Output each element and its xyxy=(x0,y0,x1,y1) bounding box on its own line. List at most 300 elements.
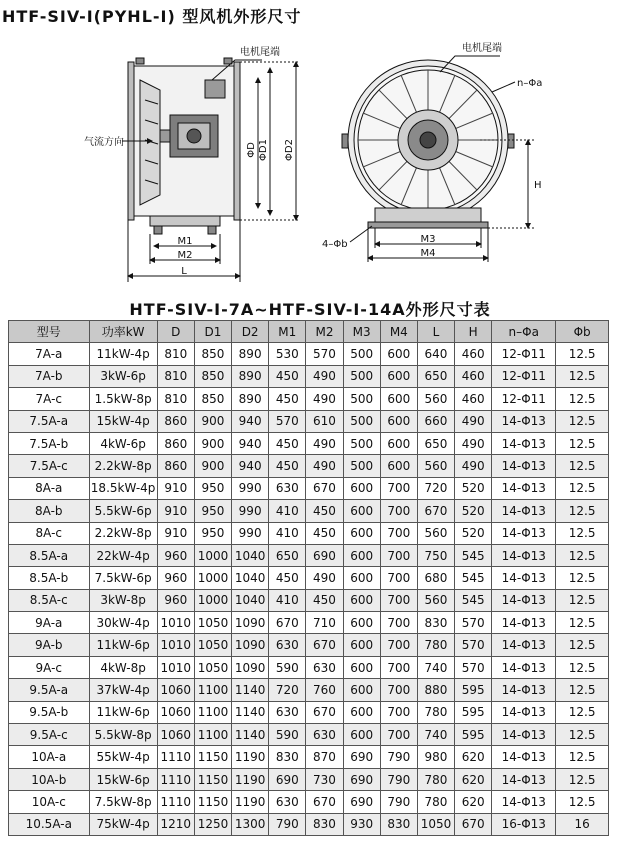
table-cell: 1140 xyxy=(232,724,269,746)
table-cell: 490 xyxy=(306,567,343,589)
table-cell: 630 xyxy=(306,724,343,746)
table-cell: 490 xyxy=(455,410,492,432)
table-cell: 490 xyxy=(455,455,492,477)
dim-m4: M4 xyxy=(420,248,436,259)
table-cell: 520 xyxy=(455,522,492,544)
table-row xyxy=(9,612,609,634)
table-row xyxy=(9,455,609,477)
dim-4-phi-b: 4–Φb xyxy=(322,239,348,250)
table-cell: 600 xyxy=(380,343,417,365)
column-header: n–Φa xyxy=(492,321,556,343)
table-cell: 14-Φ13 xyxy=(492,522,556,544)
table-cell: 850 xyxy=(194,388,231,410)
table-cell: 960 xyxy=(157,567,194,589)
table-row xyxy=(9,365,609,387)
table-cell: 600 xyxy=(343,589,380,611)
table-cell: 910 xyxy=(157,522,194,544)
table-cell: 680 xyxy=(417,567,454,589)
table-cell: 3kW-8p xyxy=(89,589,157,611)
table-cell: 1040 xyxy=(232,567,269,589)
table-cell: 9.5A-c xyxy=(9,724,90,746)
table-cell: 790 xyxy=(380,768,417,790)
table-cell: 830 xyxy=(380,813,417,835)
column-header: M1 xyxy=(269,321,306,343)
table-cell: 14-Φ13 xyxy=(492,544,556,566)
table-row xyxy=(9,791,609,813)
table-cell: 14-Φ13 xyxy=(492,410,556,432)
table-cell: 1060 xyxy=(157,701,194,723)
table-cell: 1060 xyxy=(157,679,194,701)
table-cell: 670 xyxy=(306,701,343,723)
column-header: 功率kW xyxy=(89,321,157,343)
table-cell: 1050 xyxy=(194,656,231,678)
table-cell: 8.5A-b xyxy=(9,567,90,589)
table-cell: 600 xyxy=(380,455,417,477)
table-cell: 570 xyxy=(306,343,343,365)
table-cell: 410 xyxy=(269,522,306,544)
table-cell: 1000 xyxy=(194,567,231,589)
table-cell: 670 xyxy=(269,612,306,634)
dim-phi-d: ΦD xyxy=(246,142,257,158)
table-cell: 780 xyxy=(417,791,454,813)
table-cell: 850 xyxy=(194,343,231,365)
table-cell: 700 xyxy=(380,612,417,634)
table-cell: 950 xyxy=(194,477,231,499)
table-cell: 1110 xyxy=(157,791,194,813)
airflow-label: 气流方向 xyxy=(84,137,124,148)
table-cell: 12-Φ11 xyxy=(492,365,556,387)
table-cell: 545 xyxy=(455,589,492,611)
side-view xyxy=(122,58,300,282)
table-cell: 9A-c xyxy=(9,656,90,678)
table-cell: 11kW-4p xyxy=(89,343,157,365)
table-cell: 780 xyxy=(417,701,454,723)
table-cell: 14-Φ13 xyxy=(492,746,556,768)
table-cell: 570 xyxy=(455,656,492,678)
table-cell: 590 xyxy=(269,724,306,746)
table-cell: 890 xyxy=(232,365,269,387)
table-cell: 600 xyxy=(343,612,380,634)
table-cell: 690 xyxy=(343,791,380,813)
table-row xyxy=(9,679,609,701)
table-cell: 450 xyxy=(306,522,343,544)
table-cell: 730 xyxy=(306,768,343,790)
table-cell: 880 xyxy=(417,679,454,701)
table-cell: 8.5A-a xyxy=(9,544,90,566)
table-cell: 1090 xyxy=(232,656,269,678)
table-cell: 12.5 xyxy=(556,544,609,566)
table-row xyxy=(9,724,609,746)
table-cell: 790 xyxy=(269,813,306,835)
table-cell: 12.5 xyxy=(556,477,609,499)
table-cell: 1140 xyxy=(232,679,269,701)
table-cell: 450 xyxy=(269,567,306,589)
table-cell: 14-Φ13 xyxy=(492,768,556,790)
table-cell: 18.5kW-4p xyxy=(89,477,157,499)
table-cell: 660 xyxy=(417,410,454,432)
table-cell: 14-Φ13 xyxy=(492,791,556,813)
table-cell: 790 xyxy=(380,791,417,813)
table-cell: 14-Φ13 xyxy=(492,634,556,656)
table-cell: 14-Φ13 xyxy=(492,656,556,678)
table-cell: 1050 xyxy=(417,813,454,835)
table-body xyxy=(9,343,609,836)
table-cell: 8A-a xyxy=(9,477,90,499)
table-cell: 780 xyxy=(417,768,454,790)
table-cell: 1040 xyxy=(232,544,269,566)
table-row xyxy=(9,477,609,499)
table-cell: 22kW-4p xyxy=(89,544,157,566)
table-cell: 490 xyxy=(455,432,492,454)
table-cell: 1000 xyxy=(194,544,231,566)
table-cell: 12.5 xyxy=(556,343,609,365)
table-cell: 2.2kW-8p xyxy=(89,455,157,477)
table-cell: 1140 xyxy=(232,701,269,723)
table-cell: 960 xyxy=(157,589,194,611)
table-cell: 12.5 xyxy=(556,589,609,611)
table-cell: 12.5 xyxy=(556,791,609,813)
table-cell: 1210 xyxy=(157,813,194,835)
table-cell: 14-Φ13 xyxy=(492,500,556,522)
table-cell: 700 xyxy=(380,634,417,656)
table-cell: 720 xyxy=(269,679,306,701)
table-cell: 545 xyxy=(455,544,492,566)
table-cell: 620 xyxy=(455,746,492,768)
table-cell: 560 xyxy=(417,589,454,611)
table-cell: 700 xyxy=(380,656,417,678)
table-cell: 600 xyxy=(343,500,380,522)
table-cell: 740 xyxy=(417,724,454,746)
table-cell: 610 xyxy=(306,410,343,432)
table-cell: 700 xyxy=(380,589,417,611)
column-header: D2 xyxy=(232,321,269,343)
table-cell: 670 xyxy=(455,813,492,835)
table-cell: 630 xyxy=(306,656,343,678)
table-cell: 490 xyxy=(306,365,343,387)
table-cell: 670 xyxy=(306,477,343,499)
table-cell: 595 xyxy=(455,679,492,701)
dim-l: L xyxy=(181,266,187,277)
table-cell: 890 xyxy=(232,388,269,410)
table-cell: 1050 xyxy=(194,612,231,634)
table-cell: 1010 xyxy=(157,656,194,678)
dim-phi-d1: ΦD1 xyxy=(258,139,269,161)
table-cell: 900 xyxy=(194,455,231,477)
table-cell: 7.5kW-6p xyxy=(89,567,157,589)
table-cell: 1060 xyxy=(157,724,194,746)
table-cell: 10A-a xyxy=(9,746,90,768)
table-cell: 830 xyxy=(306,813,343,835)
table-cell: 570 xyxy=(455,634,492,656)
table-cell: 600 xyxy=(343,634,380,656)
table-cell: 830 xyxy=(417,612,454,634)
table-cell: 710 xyxy=(306,612,343,634)
table-cell: 14-Φ13 xyxy=(492,477,556,499)
table-row xyxy=(9,746,609,768)
table-cell: 670 xyxy=(306,634,343,656)
table-cell: 8.5A-c xyxy=(9,589,90,611)
dimension-table xyxy=(8,320,609,836)
table-cell: 16-Φ13 xyxy=(492,813,556,835)
table-cell: 940 xyxy=(232,410,269,432)
table-cell: 12.5 xyxy=(556,388,609,410)
table-cell: 12.5 xyxy=(556,567,609,589)
table-cell: 570 xyxy=(455,612,492,634)
table-cell: 450 xyxy=(269,432,306,454)
table-cell: 690 xyxy=(306,544,343,566)
table-cell: 650 xyxy=(417,365,454,387)
table-cell: 750 xyxy=(417,544,454,566)
table-cell: 570 xyxy=(269,410,306,432)
table-cell: 700 xyxy=(380,477,417,499)
table-row xyxy=(9,701,609,723)
table-row xyxy=(9,634,609,656)
motor-terminal-label-right: 电机尾端 xyxy=(462,43,502,54)
table-row xyxy=(9,544,609,566)
table-cell: 810 xyxy=(157,365,194,387)
table-cell: 490 xyxy=(306,455,343,477)
table-cell: 700 xyxy=(380,679,417,701)
table-cell: 9.5A-a xyxy=(9,679,90,701)
table-cell: 460 xyxy=(455,343,492,365)
table-cell: 600 xyxy=(343,544,380,566)
table-cell: 760 xyxy=(306,679,343,701)
table-cell: 940 xyxy=(232,432,269,454)
table-cell: 12.5 xyxy=(556,455,609,477)
table-cell: 1300 xyxy=(232,813,269,835)
table-cell: 14-Φ13 xyxy=(492,567,556,589)
table-cell: 12.5 xyxy=(556,432,609,454)
table-cell: 1040 xyxy=(232,589,269,611)
table-cell: 1100 xyxy=(194,679,231,701)
table-cell: 860 xyxy=(157,410,194,432)
table-cell: 4kW-8p xyxy=(89,656,157,678)
table-cell: 600 xyxy=(343,567,380,589)
table-cell: 500 xyxy=(343,455,380,477)
table-cell: 670 xyxy=(306,791,343,813)
table-cell: 1100 xyxy=(194,724,231,746)
dim-h: H xyxy=(534,180,542,191)
dim-n-phi-a: n–Φa xyxy=(517,78,543,89)
table-cell: 9A-a xyxy=(9,612,90,634)
table-cell: 545 xyxy=(455,567,492,589)
table-cell: 780 xyxy=(417,634,454,656)
column-header: D xyxy=(157,321,194,343)
table-cell: 650 xyxy=(417,432,454,454)
table-cell: 595 xyxy=(455,701,492,723)
table-cell: 460 xyxy=(455,388,492,410)
table-cell: 410 xyxy=(269,500,306,522)
table-cell: 670 xyxy=(417,500,454,522)
table-cell: 4kW-6p xyxy=(89,432,157,454)
table-cell: 630 xyxy=(269,701,306,723)
table-cell: 600 xyxy=(343,724,380,746)
table-cell: 490 xyxy=(306,388,343,410)
table-cell: 500 xyxy=(343,343,380,365)
table-cell: 7.5A-c xyxy=(9,455,90,477)
table-cell: 980 xyxy=(417,746,454,768)
table-row xyxy=(9,656,609,678)
table-cell: 450 xyxy=(269,455,306,477)
table-cell: 12.5 xyxy=(556,746,609,768)
table-cell: 1110 xyxy=(157,768,194,790)
table-cell: 37kW-4p xyxy=(89,679,157,701)
table-cell: 500 xyxy=(343,410,380,432)
table-cell: 520 xyxy=(455,500,492,522)
table-cell: 990 xyxy=(232,477,269,499)
table-cell: 500 xyxy=(343,432,380,454)
table-cell: 620 xyxy=(455,791,492,813)
table-cell: 7A-c xyxy=(9,388,90,410)
table-cell: 600 xyxy=(343,701,380,723)
table-cell: 520 xyxy=(455,477,492,499)
table-cell: 600 xyxy=(343,522,380,544)
table-cell: 910 xyxy=(157,477,194,499)
table-cell: 75kW-4p xyxy=(89,813,157,835)
table-cell: 8A-c xyxy=(9,522,90,544)
table-row xyxy=(9,410,609,432)
table-cell: 1090 xyxy=(232,612,269,634)
table-cell: 1190 xyxy=(232,746,269,768)
table-cell: 600 xyxy=(380,410,417,432)
table-cell: 950 xyxy=(194,500,231,522)
table-cell: 490 xyxy=(306,432,343,454)
table-row xyxy=(9,432,609,454)
table-cell: 450 xyxy=(306,500,343,522)
table-row xyxy=(9,500,609,522)
table-cell: 600 xyxy=(343,477,380,499)
table-cell: 12.5 xyxy=(556,724,609,746)
table-cell: 7A-a xyxy=(9,343,90,365)
table-cell: 12.5 xyxy=(556,679,609,701)
table-cell: 990 xyxy=(232,522,269,544)
table-cell: 2.2kW-8p xyxy=(89,522,157,544)
table-cell: 9.5A-b xyxy=(9,701,90,723)
table-cell: 560 xyxy=(417,388,454,410)
table-cell: 450 xyxy=(269,365,306,387)
table-cell: 790 xyxy=(380,746,417,768)
table-cell: 1150 xyxy=(194,768,231,790)
table-cell: 1010 xyxy=(157,612,194,634)
table-cell: 7.5kW-8p xyxy=(89,791,157,813)
table-row xyxy=(9,768,609,790)
table-cell: 12.5 xyxy=(556,365,609,387)
table-cell: 14-Φ13 xyxy=(492,724,556,746)
table-title: HTF-SIV-I-7A~HTF-SIV-I-14A外形尺寸表 xyxy=(129,300,491,319)
table-cell: 950 xyxy=(194,522,231,544)
table-cell: 30kW-4p xyxy=(89,612,157,634)
table-cell: 700 xyxy=(380,544,417,566)
table-cell: 690 xyxy=(269,768,306,790)
table-cell: 12.5 xyxy=(556,768,609,790)
table-cell: 1000 xyxy=(194,589,231,611)
table-cell: 11kW-6p xyxy=(89,701,157,723)
table-cell: 1190 xyxy=(232,768,269,790)
table-cell: 700 xyxy=(380,522,417,544)
table-cell: 810 xyxy=(157,343,194,365)
table-cell: 870 xyxy=(306,746,343,768)
table-cell: 12.5 xyxy=(556,410,609,432)
table-cell: 14-Φ13 xyxy=(492,455,556,477)
table-cell: 910 xyxy=(157,500,194,522)
table-cell: 7.5A-b xyxy=(9,432,90,454)
table-cell: 9A-b xyxy=(9,634,90,656)
table-cell: 15kW-6p xyxy=(89,768,157,790)
table-cell: 1050 xyxy=(194,634,231,656)
table-cell: 960 xyxy=(157,544,194,566)
table-cell: 14-Φ13 xyxy=(492,612,556,634)
table-cell: 700 xyxy=(380,567,417,589)
table-cell: 890 xyxy=(232,343,269,365)
table-cell: 16 xyxy=(556,813,609,835)
table-cell: 7.5A-a xyxy=(9,410,90,432)
table-cell: 860 xyxy=(157,455,194,477)
table-cell: 560 xyxy=(417,522,454,544)
table-cell: 600 xyxy=(380,388,417,410)
table-cell: 12.5 xyxy=(556,612,609,634)
table-cell: 410 xyxy=(269,589,306,611)
table-cell: 850 xyxy=(194,365,231,387)
table-cell: 700 xyxy=(380,701,417,723)
table-cell: 12-Φ11 xyxy=(492,343,556,365)
table-cell: 15kW-4p xyxy=(89,410,157,432)
table-cell: 630 xyxy=(269,634,306,656)
table-cell: 1150 xyxy=(194,746,231,768)
table-cell: 14-Φ13 xyxy=(492,432,556,454)
table-cell: 940 xyxy=(232,455,269,477)
table-cell: 3kW-6p xyxy=(89,365,157,387)
table-row xyxy=(9,567,609,589)
table-cell: 740 xyxy=(417,656,454,678)
column-header: 型号 xyxy=(9,321,90,343)
table-cell: 990 xyxy=(232,500,269,522)
table-cell: 12.5 xyxy=(556,522,609,544)
table-cell: 690 xyxy=(343,768,380,790)
table-cell: 14-Φ13 xyxy=(492,701,556,723)
column-header: M2 xyxy=(306,321,343,343)
table-cell: 860 xyxy=(157,432,194,454)
table-cell: 530 xyxy=(269,343,306,365)
table-cell: 460 xyxy=(455,365,492,387)
table-cell: 600 xyxy=(380,432,417,454)
table-cell: 12.5 xyxy=(556,656,609,678)
table-header-row xyxy=(9,321,609,343)
table-cell: 690 xyxy=(343,746,380,768)
table-row xyxy=(9,589,609,611)
table-cell: 500 xyxy=(343,388,380,410)
table-cell: 1010 xyxy=(157,634,194,656)
front-view xyxy=(342,56,534,262)
table-row xyxy=(9,343,609,365)
table-cell: 14-Φ13 xyxy=(492,679,556,701)
table-cell: 14-Φ13 xyxy=(492,589,556,611)
table-cell: 720 xyxy=(417,477,454,499)
table-cell: 12.5 xyxy=(556,701,609,723)
table-cell: 620 xyxy=(455,768,492,790)
fan-outline-drawings xyxy=(0,28,620,294)
table-cell: 10A-c xyxy=(9,791,90,813)
table-cell: 450 xyxy=(269,388,306,410)
table-cell: 590 xyxy=(269,656,306,678)
dim-m3: M3 xyxy=(420,234,436,245)
table-cell: 55kW-4p xyxy=(89,746,157,768)
motor-terminal-label-left: 电机尾端 xyxy=(240,47,280,58)
table-cell: 600 xyxy=(380,365,417,387)
drawing-title: HTF-SIV-I(PYHL-I) 型风机外形尺寸 xyxy=(2,7,302,26)
table-cell: 12.5 xyxy=(556,500,609,522)
table-cell: 650 xyxy=(269,544,306,566)
table-row xyxy=(9,813,609,835)
